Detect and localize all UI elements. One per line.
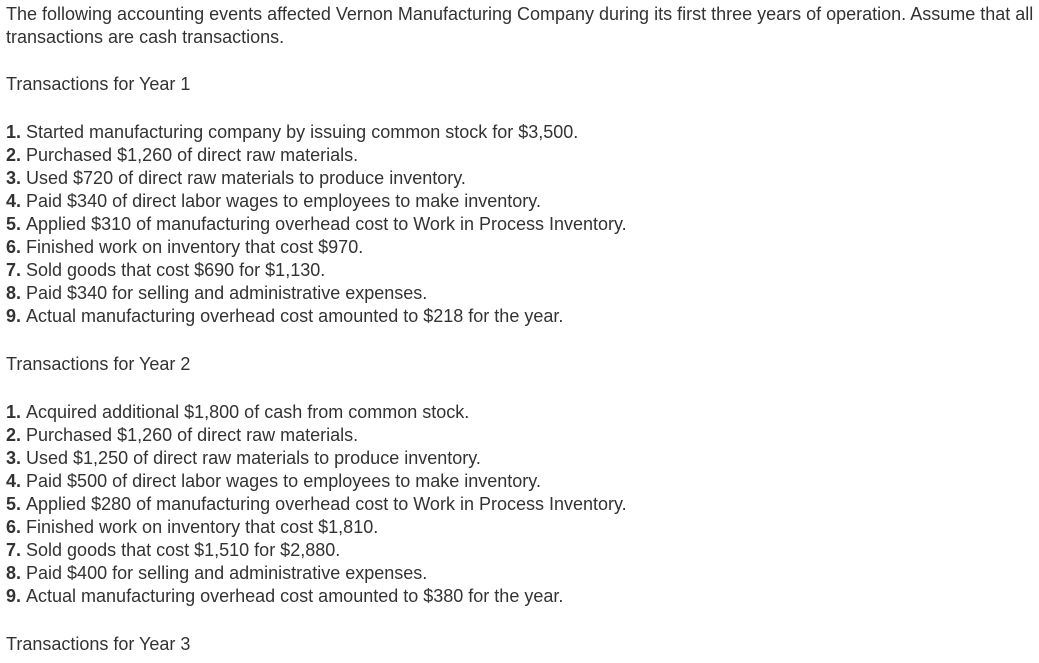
year-1-heading: Transactions for Year 1: [6, 74, 191, 94]
transaction-text: Purchased $1,260 of direct raw materials.: [26, 145, 359, 165]
transaction-text: Finished work on inventory that cost $970.: [26, 237, 364, 257]
transaction-number: 8.: [6, 563, 22, 583]
transaction-number: 3.: [6, 448, 22, 468]
year-2-transaction-list: [6, 401, 627, 608]
transaction-number: 6.: [6, 517, 22, 537]
transaction-item: [6, 121, 627, 144]
year-1-transaction-list: [6, 121, 627, 328]
intro-line-2: transactions are cash transactions.: [6, 27, 285, 47]
transaction-number: 7.: [6, 540, 22, 560]
transaction-item: [6, 144, 627, 167]
problem-intro: [6, 3, 1039, 49]
transaction-number: 1.: [6, 402, 22, 422]
transaction-number: 1.: [6, 122, 22, 142]
transaction-item: [6, 282, 627, 305]
transaction-item: [6, 585, 627, 608]
transaction-text: Applied $310 of manufacturing overhead cost to Work in Process Inventory.: [26, 214, 627, 234]
transaction-number: 6.: [6, 237, 22, 257]
transaction-item: [6, 447, 627, 470]
transaction-item: [6, 493, 627, 516]
transaction-number: 8.: [6, 283, 22, 303]
transaction-number: 9.: [6, 586, 22, 606]
transaction-text: Started manufacturing company by issuing common stock for $3,500.: [26, 122, 579, 142]
transaction-text: Used $1,250 of direct raw materials to produce inventory.: [26, 448, 481, 468]
transaction-item: [6, 401, 627, 424]
transaction-item: [6, 190, 627, 213]
transaction-number: 5.: [6, 494, 22, 514]
year-3-heading: Transactions for Year 3: [6, 634, 191, 654]
transaction-text: Paid $400 for selling and administrative expenses.: [26, 563, 428, 583]
transaction-text: Applied $280 of manufacturing overhead cost to Work in Process Inventory.: [26, 494, 627, 514]
transaction-text: Used $720 of direct raw materials to produce inventory.: [26, 168, 466, 188]
transaction-item: [6, 424, 627, 447]
transaction-text: Paid $340 of direct labor wages to employees to make inventory.: [26, 191, 541, 211]
transaction-number: 9.: [6, 306, 22, 326]
transaction-item: [6, 539, 627, 562]
transaction-number: 4.: [6, 471, 22, 491]
year-2-heading: Transactions for Year 2: [6, 354, 191, 374]
transaction-text: Finished work on inventory that cost $1,810.: [26, 517, 379, 537]
transaction-text: Actual manufacturing overhead cost amounted to $380 for the year.: [26, 586, 564, 606]
transaction-number: 2.: [6, 425, 22, 445]
transaction-item: [6, 516, 627, 539]
transaction-text: Sold goods that cost $690 for $1,130.: [26, 260, 326, 280]
transaction-number: 2.: [6, 145, 22, 165]
intro-line-1: The following accounting events affected Vernon Manufacturing Company during its first three years of operation. Assume that all: [6, 4, 1034, 24]
transaction-text: Acquired additional $1,800 of cash from common stock.: [26, 402, 470, 422]
transaction-item: [6, 305, 627, 328]
transaction-text: Sold goods that cost $1,510 for $2,880.: [26, 540, 341, 560]
transaction-text: Paid $500 of direct labor wages to employees to make inventory.: [26, 471, 541, 491]
transaction-number: 5.: [6, 214, 22, 234]
transaction-number: 7.: [6, 260, 22, 280]
transaction-text: Purchased $1,260 of direct raw materials.: [26, 425, 359, 445]
transaction-text: Actual manufacturing overhead cost amounted to $218 for the year.: [26, 306, 564, 326]
transaction-item: [6, 167, 627, 190]
transaction-item: [6, 470, 627, 493]
transaction-item: [6, 259, 627, 282]
transaction-number: 3.: [6, 168, 22, 188]
transaction-item: [6, 562, 627, 585]
transaction-item: [6, 236, 627, 259]
transaction-number: 4.: [6, 191, 22, 211]
transaction-item: [6, 213, 627, 236]
transaction-text: Paid $340 for selling and administrative expenses.: [26, 283, 428, 303]
